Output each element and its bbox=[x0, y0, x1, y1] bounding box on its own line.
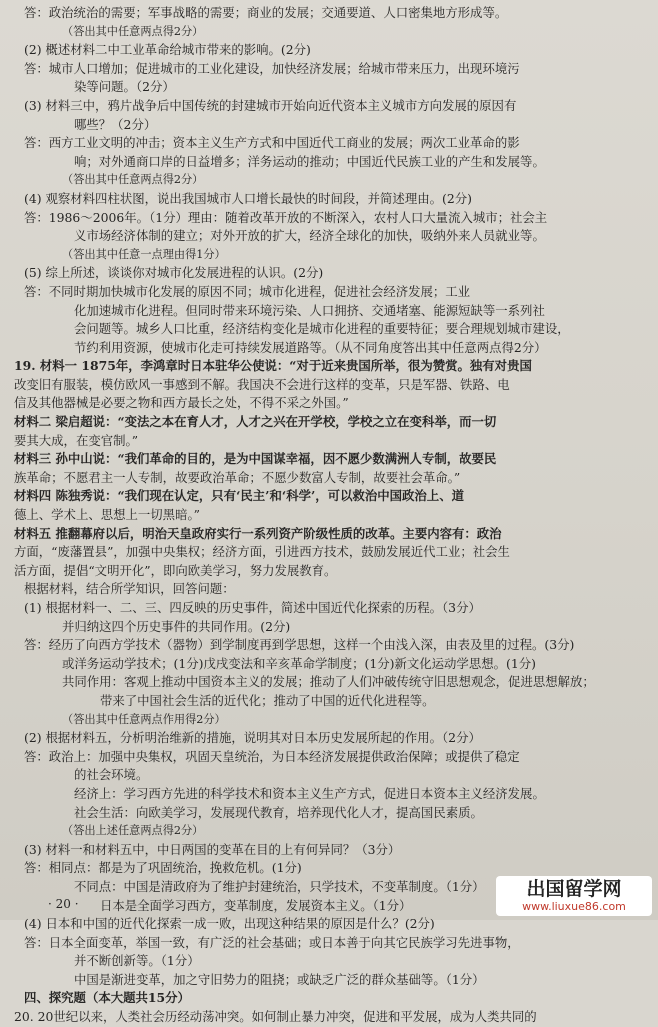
text-line: （答出其中任意两点得2分） bbox=[62, 173, 204, 187]
text-line: 材料二 梁启超说：“变法之本在育人才，人才之兴在开学校，学校之立在变科举，而一切 bbox=[14, 414, 497, 430]
text-line: 材料三 孙中山说：“我们革命的目的，是为中国谋幸福，因不愿少数满洲人专制，故要民 bbox=[14, 451, 497, 467]
text-line: 义市场经济体制的建立；对外开放的扩大，经济全球化的加快，吸纳外来人员就业等。 bbox=[74, 228, 545, 244]
text-line: 会问题等。城乡人口比重，经济结构变化是城市化进程的重要特征；要合理规划城市建设， bbox=[74, 321, 570, 337]
text-line: 带来了中国社会生活的近代化；推动了中国的近代化进程等。 bbox=[100, 692, 435, 708]
text-line: 响；对外通商口岸的日益增多；洋务运动的推动；中国近代民族工业的产生和发展等。 bbox=[74, 153, 545, 169]
text-line: 的社会环境。 bbox=[74, 767, 149, 783]
text-line: 活方面，提倡“文明开化”，即向欧美学习，努力发展教育。 bbox=[14, 562, 337, 578]
text-line: 不同点：中国是清政府为了维护封建统治，只学技术，不变革制度。（1分） bbox=[74, 878, 485, 894]
text-line: 信及其他器械是必要之物和西方最长之处，不得不采之外国。” bbox=[14, 395, 349, 411]
text-line: 答：西方工业文明的冲击；资本主义生产方式和中国近代工商业的发展；两次工业革命的影 bbox=[24, 135, 520, 151]
text-line: (2) 根据材料五，分析明治维新的措施，说明其对日本历史发展所起的作用。（2分） bbox=[24, 730, 481, 746]
text-line: 或洋务运动学技术；(1分)戊戌变法和辛亥革命学制度；(1分)新文化运动学思想。(1分) bbox=[62, 655, 536, 671]
site-watermark[interactable] bbox=[496, 876, 652, 916]
text-line: 哪些？（2分） bbox=[74, 116, 157, 132]
text-line: 并不断创新等。（1分） bbox=[74, 953, 200, 969]
watermark-title: 出国留学网 bbox=[526, 878, 622, 900]
text-line: 化加速城市化进程。但同时带来环境污染、人口拥挤、交通堵塞、能源短缺等一系列社 bbox=[74, 302, 545, 318]
text-line: (4) 观察材料四柱状图，说出我国城市人口增长最快的时间段，并简述理由。(2分) bbox=[24, 190, 472, 206]
text-line: 答：政治统治的需要；军事战略的需要；商业的发展；交通要道、人口密集地方形成等。 bbox=[24, 5, 508, 20]
text-line: 答：日本全面变革，举国一致，有广泛的社会基础；或日本善于向其它民族学习先进事物， bbox=[24, 934, 520, 950]
text-line: 20. 20世纪以来，人类社会历经动荡冲突。如何制止暴力冲突，促进和平发展，成为人类共同的 bbox=[14, 1009, 537, 1025]
text-line: 节约利用资源，使城市化走可持续发展道路等。（从不同角度答出其中任意两点得2分） bbox=[74, 339, 547, 355]
text-line: 答：城市人口增加；促进城市的工业化建设，加快经济发展；给城市带来压力，出现环境污 bbox=[24, 60, 520, 76]
text-line: （答出其中任意两点得2分） bbox=[62, 24, 204, 38]
text-line: (3) 材料三中，鸦片战争后中国传统的封建城市开始向近代资本主义城市方向发展的原因有 bbox=[24, 97, 517, 113]
text-line: 社会生活：向欧美学习，发展现代教育，培养现代化人才，提高国民素质。 bbox=[74, 804, 483, 820]
text-line: 改变旧有服装，模仿欧风一事感到不解。我国决不会进行这样的变革，只是军器、铁路、电 bbox=[14, 376, 510, 392]
text-line: (2) 概述材料二中工业革命给城市带来的影响。(2分) bbox=[24, 42, 311, 58]
text-line: 答：政治上：加强中央集权，巩固天皇统治，为日本经济发展提供政治保障；或提供了稳定 bbox=[24, 748, 520, 764]
text-line: 答：相同点：都是为了巩固统治，挽救危机。(1分) bbox=[24, 860, 302, 876]
text-line: 经济上：学习西方先进的科学技术和资本主义生产方式，促进日本资本主义经济发展。 bbox=[74, 785, 545, 801]
text-line: （答出其中任意一点理由得1分） bbox=[62, 247, 226, 261]
page-number: · 20 · bbox=[48, 897, 79, 911]
text-line: 族革命；不愿君主一人专制，故要政治革命；不愿少数富人专制，故要社会革命。” bbox=[14, 469, 461, 485]
text-line: 方面，“废藩置县”，加强中央集权；经济方面，引进西方技术，鼓励发展近代工业；社会生 bbox=[14, 544, 510, 560]
text-line: 根据材料，结合所学知识，回答问题： bbox=[24, 581, 235, 597]
text-line: (5) 综上所述，谈谈你对城市化发展进程的认识。(2分) bbox=[24, 265, 324, 281]
text-line: (3) 材料一和材料五中，中日两国的变革在目的上有何异同？（3分） bbox=[24, 841, 401, 857]
text-line: 德上、学术上、思想上一切黑暗。” bbox=[14, 507, 200, 523]
text-line: 19. 材料一 1875年，李鸿章时日本驻华公使说：“对于近来贵国所举，很为赞赏。独有对贵国 bbox=[14, 358, 532, 374]
text-line: 材料五 推翻幕府以后，明治天皇政府实行一系列资产阶级性质的改革。主要内容有：政治 bbox=[14, 525, 502, 541]
text-line: 共同作用：客观上推动中国资本主义的发展；推动了人们冲破传统守旧思想观念，促进思想解放； bbox=[62, 674, 595, 690]
answer-text-body bbox=[14, 4, 638, 1027]
text-line: 材料四 陈独秀说：“我们现在认定，只有‘民主’和‘科学’，可以救治中国政治上、道 bbox=[14, 488, 464, 504]
text-line: (1) 根据材料一、二、三、四反映的历史事件，简述中国近代化探索的历程。（3分） bbox=[24, 600, 481, 615]
text-line: 答：经历了向西方学技术（器物）到学制度再到学思想，这样一个由浅入深，由表及里的过程。(3分) bbox=[24, 637, 575, 653]
text-line: 答：不同时期加快城市化发展的原因不同；城市化进程，促进社会经济发展；工业 bbox=[24, 283, 471, 299]
text-line: 染等问题。（2分） bbox=[74, 79, 175, 95]
text-line: 中国是渐进变革，加之守旧势力的阻挠；或缺乏广泛的群众基础等。（1分） bbox=[74, 971, 485, 987]
text-line: (4) 日本和中国的近代化探索一成一败，出现这种结果的原因是什么？(2分) bbox=[24, 916, 435, 932]
text-line: 日本是全面学习西方，变革制度，发展资本主义。（1分） bbox=[100, 897, 412, 913]
text-line: （答出上述任意两点得2分） bbox=[62, 824, 204, 838]
text-line: （答出其中任意两点作用得2分） bbox=[62, 712, 226, 726]
watermark-url[interactable]: www.liuxue86.com bbox=[522, 900, 626, 913]
text-line: 要其大成，在变官制。” bbox=[14, 432, 139, 448]
text-line: 并归纳这四个历史事件的共同作用。(2分) bbox=[62, 618, 291, 634]
text-line: 四、探究题（本大题共15分） bbox=[24, 990, 190, 1006]
text-line: 答：1986～2006年。（1分）理由：随着改革开放的不断深入，农村人口大量流入城市；社会主 bbox=[24, 209, 548, 225]
